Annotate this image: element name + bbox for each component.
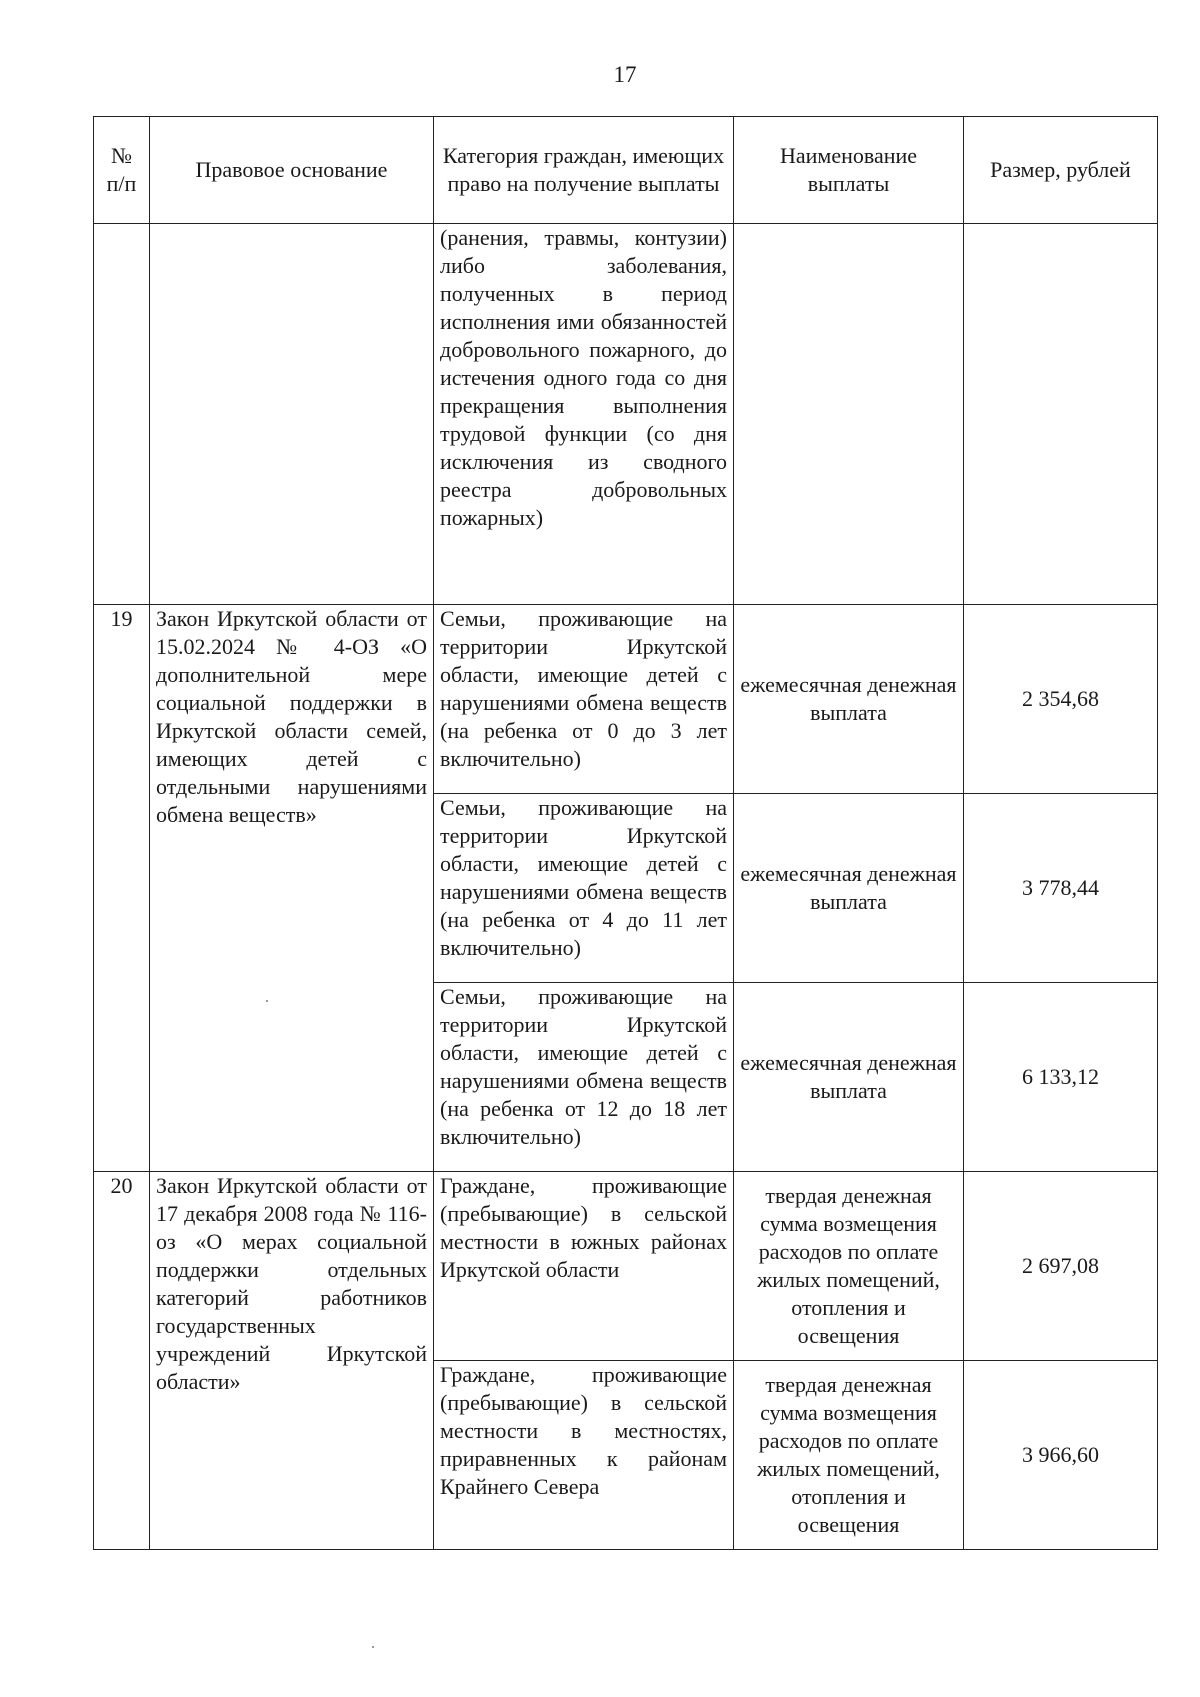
header-number: № п/п — [94, 117, 150, 224]
cell-legal-basis — [150, 224, 434, 605]
cell-citizen-category: Семьи, проживающие на территории Иркутской области, имеющие детей с нарушениями обмена веществ (на ребенка от 0 до 3 лет включительно) — [434, 605, 734, 794]
cell-payment-name: ежемесячная денежная выплата — [734, 983, 964, 1172]
cell-number: 20 — [94, 1172, 150, 1550]
header-citizen-category: Категория граждан, имеющих право на получение выплаты — [434, 117, 734, 224]
cell-amount: 3 778,44 — [964, 794, 1158, 983]
cell-amount: 2 697,08 — [964, 1172, 1158, 1361]
cell-citizen-category: Граждане, проживающие (пребывающие) в сельской местности в местностях, приравненных к районам Крайнего Севера — [434, 1361, 734, 1550]
page-number: 17 — [613, 62, 637, 87]
cell-payment-name: твердая денежная сумма возмещения расходов по оплате жилых помещений, отопления и освещения — [734, 1361, 964, 1550]
cell-citizen-category: Семьи, проживающие на территории Иркутской области, имеющие детей с нарушениями обмена веществ (на ребенка от 12 до 18 лет включительно) — [434, 983, 734, 1172]
cell-citizen-category: (ранения, травмы, контузии) либо заболевания, полученных в период исполнения ими обязанностей добровольного пожарного, до истечения одного года со дня прекращения выполнения трудовой функции (со дня исключения из сводного реестра добровольных пожарных) — [434, 224, 734, 605]
header-legal-basis: Правовое основание — [150, 117, 434, 224]
table-row-20-item-1 — [94, 1172, 1158, 1361]
cell-citizen-category: Граждане, проживающие (пребывающие) в сельской местности в южных районах Иркутской области — [434, 1172, 734, 1361]
cell-legal-basis: Закон Иркутской области от 15.02.2024 № 4-ОЗ «О дополнительной мере социальной поддержки в Иркутской области семей, имеющих детей с отдельными нарушениями обмена веществ» — [150, 605, 434, 1172]
table-row-continuation — [94, 224, 1158, 605]
cell-amount: 3 966,60 — [964, 1361, 1158, 1550]
cell-amount: 6 133,12 — [964, 983, 1158, 1172]
cell-payment-name — [734, 224, 964, 605]
header-payment-name: Наименование выплаты — [734, 117, 964, 224]
table-header-row — [94, 117, 1158, 224]
cell-amount — [964, 224, 1158, 605]
cell-payment-name: твердая денежная сумма возмещения расходов по оплате жилых помещений, отопления и освещения — [734, 1172, 964, 1361]
cell-number — [94, 224, 150, 605]
scan-speck — [372, 1646, 374, 1648]
table-row-19-item-1 — [94, 605, 1158, 794]
cell-legal-basis: Закон Иркутской области от 17 декабря 2008 года № 116-оз «О мерах социальной поддержки отдельных категорий работников государственных учреждений Иркутской области» — [150, 1172, 434, 1550]
cell-payment-name: ежемесячная денежная выплата — [734, 605, 964, 794]
scan-speck — [266, 1000, 268, 1002]
cell-citizen-category: Семьи, проживающие на территории Иркутской области, имеющие детей с нарушениями обмена веществ (на ребенка от 4 до 11 лет включительно) — [434, 794, 734, 983]
cell-amount: 2 354,68 — [964, 605, 1158, 794]
header-amount: Размер, рублей — [964, 117, 1158, 224]
cell-number: 19 — [94, 605, 150, 1172]
benefits-table — [93, 116, 1158, 1550]
cell-payment-name: ежемесячная денежная выплата — [734, 794, 964, 983]
